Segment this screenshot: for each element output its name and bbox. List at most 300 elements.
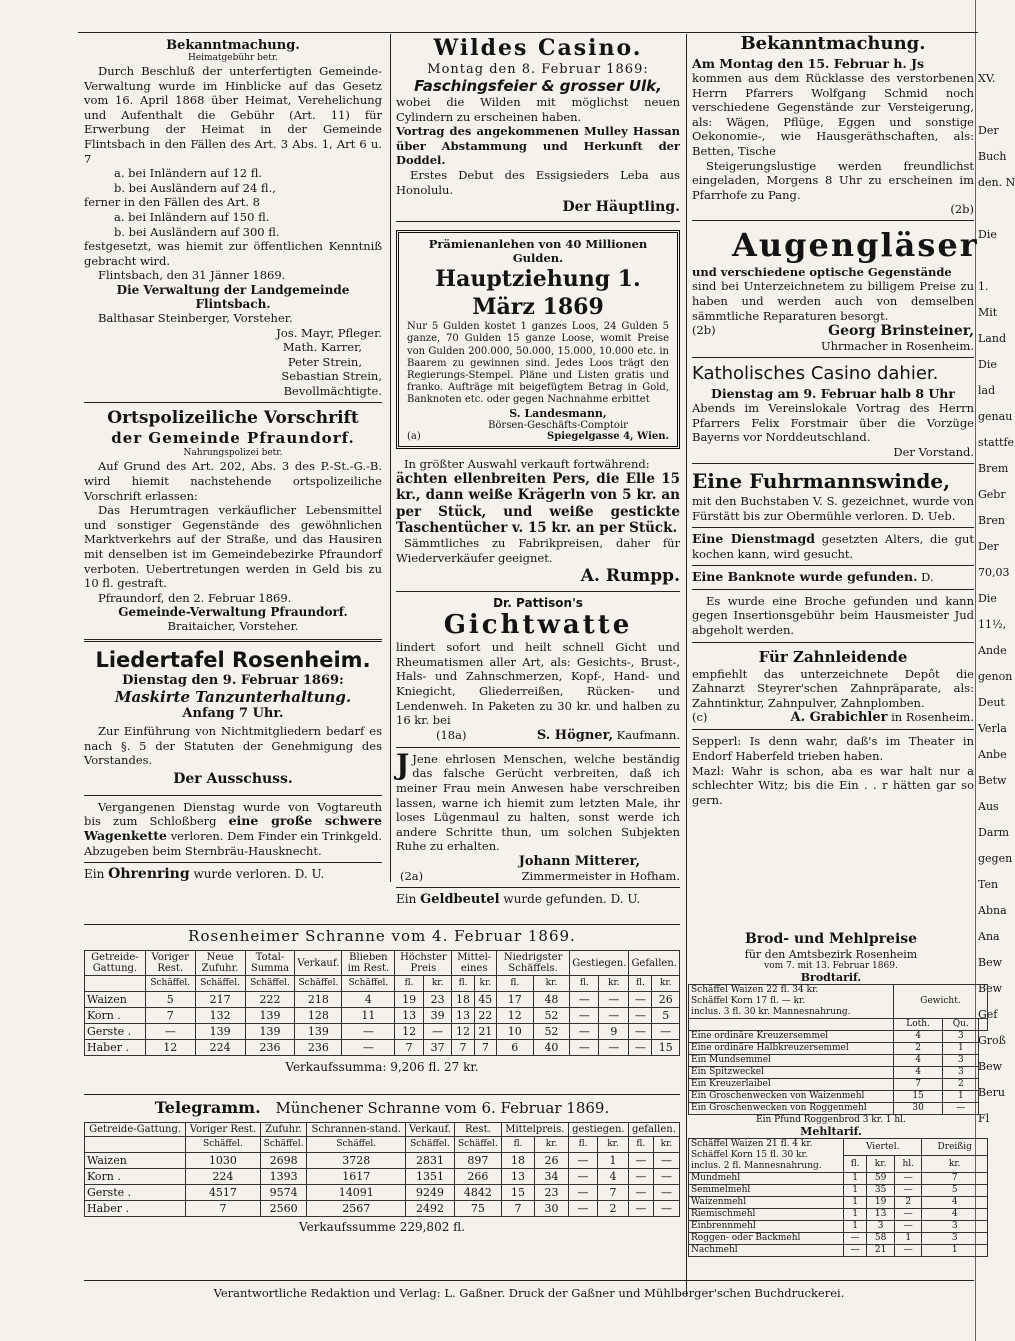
fragment-line: Betw [978,774,1007,787]
row-label: Korn . [85,1169,186,1185]
augenglaeser-sign-row [692,323,974,339]
unit-cell: Schäffel. [295,976,342,992]
fragment-line: Ten [978,878,999,891]
rumpp-text: Sämmtliches zu Fabrikpreisen, daher für Wiederverkäufer geeignet. [396,535,680,565]
viertel-header: Viertel. [844,1139,922,1156]
unit-cell: Schäffel. [195,976,245,992]
unit-cell: kr. [653,1137,679,1153]
dienstmagd-bold: Eine Dienstmagd [692,531,815,547]
bekanntmachung-text: Durch Beschluß der unterfertigten Gemeinde-Verwaltung wurde im Hinblicke auf das Gesetz vom 16. April 1868 über Heimat, Verehelichung und Aufenthalt die Gebühr (Art. 11) für Erwerbung der Heimat in der Gemeinde Flintsbach in den Fällen des Art. 3 Abs. 1, Art 6 u. 7 [84,64,382,166]
katholisches-casino-title: Katholisches Casino dahier. [692,363,939,385]
table-header-row [689,985,988,1019]
table-cell: 30 [894,1103,943,1115]
table-cell: 266 [455,1169,502,1185]
table-cell: 13 [395,1008,424,1024]
table-cell: — [342,1024,395,1040]
table-cell: 217 [195,992,245,1008]
lottery-signature: S. Landesmann, [509,406,607,420]
col-header: Verkauf. [295,951,342,976]
fragment-line: Der [978,124,999,137]
fragment-line: Die [978,228,997,241]
table-cell: 12 [395,1024,424,1040]
table-cell: 5 [145,992,195,1008]
fragment-line: Aus [978,800,999,813]
fragment-line: 1. [978,280,989,293]
fragment-line: Ana [978,930,1000,943]
ohrenring-notice [84,867,382,882]
table-row [85,1008,680,1024]
table-cell: 5 [652,1008,680,1024]
geldbeutel-pre: Ein [396,891,417,906]
fragment-line: Deut [978,696,1005,709]
table-cell: 19 [867,1197,895,1209]
row-label: Roggen- oder Backmehl [689,1233,844,1245]
table-cell: 4 [342,992,395,1008]
bekanntmachung-subtitle: Heimatgebühr betr. [187,53,279,63]
fragment-line: Groß [978,1034,1007,1047]
unit-cell: fl. [628,1137,653,1153]
table-cell: — [894,1209,922,1221]
fragment-line: Brem [978,462,1009,475]
table-section-rule [84,924,680,925]
table-cell: 218 [295,992,342,1008]
table-cell: 1 [598,1153,629,1169]
brot-mehl-preise [688,930,974,1282]
signature-org: Gemeinde-Verwaltung Pfraundorf. [118,605,348,620]
table-cell: 15 [894,1091,943,1103]
brot-subtitle-2: vom 7. mit 13. Februar 1869. [764,961,898,971]
fee-line: ferner in den Fällen des Art. 8 [84,195,260,210]
table-cell: 7 [452,1040,474,1056]
table-cell: 1617 [307,1169,406,1185]
table-cell: 2698 [260,1153,307,1169]
signature-name: Braitaicher, Vorsteher. [167,619,299,634]
mehl-row [689,1173,988,1185]
footer-rule [84,1280,974,1281]
table-cell: 26 [652,992,680,1008]
signature-name: Balthasar Steinberger, Vorsteher. [98,310,293,325]
table-cell: 2 [598,1201,629,1217]
signature-name: Jos. Mayr, Pfleger. [276,325,382,340]
table-cell: 1 [943,1043,979,1055]
rumpp-offer: ächten ellenbreiten Pers, die Elle 15 kr., dann weiße Krägerln von 5 kr. an per Stück, und weiße gestickte Taschentücher v. 15 kr. an per Stück. [396,471,680,536]
ohrenring-post: wurde verloren. D. U. [193,867,325,882]
table-cell: 23 [535,1185,569,1201]
col-header: gestiegen. [568,1123,628,1137]
gewicht-header: Gewicht. [894,985,988,1019]
signature-name: Sebastian Strein, [281,369,382,384]
col-header: Mittelpreis. [501,1123,568,1137]
col-header: Gefallen. [629,951,680,976]
row-label: Haber . [85,1040,146,1056]
fee-line: a. bei Inländern auf 150 fl. [114,209,270,224]
ohrenring-pre: Ein [84,867,105,882]
casino-date: Montag den 8. Februar 1869: [427,62,649,77]
unit-cell: kr. [652,976,680,992]
rumpp-signature: A. Rumpp. [580,566,680,587]
table-cell: — [894,1221,922,1233]
table-cell: — [570,1024,599,1040]
wagenkette-text: Vergangenen Dienstag wurde von Vogtareuth bis zum Schloßberg [84,799,382,829]
table-cell: 9249 [405,1185,454,1201]
table-cell: 13 [452,1008,474,1024]
table-cell: 4 [894,1031,943,1043]
row-label: Gerste . [85,1185,186,1201]
column-2 [396,32,680,907]
table-cell: 4842 [455,1185,502,1201]
rosenheim-schranne [84,926,680,1074]
banknote-bold: Eine Banknote wurde gefunden. [692,569,918,585]
augenglaeser-title: Augengläser [732,226,979,265]
unit-cell: kr. [474,976,496,992]
brot-head-3: inclus. 3 fl. 30 kr. Mannesnahrung. [691,1007,851,1017]
table-cell: — [653,1185,679,1201]
brot-subtitle: für den Amtsbezirk Rosenheim [744,948,918,961]
table-cell: 21 [474,1024,496,1040]
mehltarif-table [688,1138,988,1257]
rosenheim-schranne-summa: Verkaufssumma: 9,206 fl. 27 kr. [285,1060,479,1074]
mehl-row [689,1245,988,1257]
table-cell: 1 [844,1173,867,1185]
katholisches-casino-text: Abends im Vereinslokale Vortrag des Herrn Pfarrers Felix Forstmair über die Vorzüge Bayerns vor Norddeutschland. [692,401,974,445]
brot-pfund: Ein Pfund Roggenbrod 3 kr. 1 hl. [756,1115,906,1125]
col-header: Voriger Rest. [186,1123,260,1137]
col-header: Voriger Rest. [145,951,195,976]
table-cell: 15 [501,1185,534,1201]
lottery-text: Nur 5 Gulden kostet 1 ganzes Loos, 24 Gulden 5 ganze, 70 Gulden 15 ganze Loose, womit Preise von Gulden 200.000, 50.000, 15.000, 10.000 etc. in Baarem zu gewinnen sind. Jedes Loos trägt den Regierungs-Stempel. Pläne und Listen gratis und franko. Aufträge mit beigefügtem Betrag in Gold, Banknoten etc. oder gegen Nachnahme erbittet [407,321,669,406]
lottery-mark: (a) [407,430,421,442]
fragment-line: Fl [978,1112,990,1125]
table-cell: 13 [867,1209,895,1221]
table-cell: 139 [295,1024,342,1040]
bekanntmachung-title: Bekanntmachung. [166,38,300,53]
col-header: gefallen. [628,1123,679,1137]
brot-row [689,1031,988,1043]
table-cell: 2 [894,1197,922,1209]
ortspolizei-title-2: der Gemeinde Pfraundorf. [111,429,355,448]
table-cell: — [599,1040,629,1056]
table-cell: 1 [844,1221,867,1233]
imprint-footer: Verantwortliche Redaktion und Verlag: L. Gaßner. Druck der Gaßner und Mühlberger'schen Buchdruckerei. [213,1286,845,1300]
fee-line: a. bei Inländern auf 12 fl. [114,166,263,181]
brot-title: Brod- und Mehlpreise [744,931,918,947]
table-cell: 12 [145,1040,195,1056]
unit-cell [85,1137,186,1153]
signature-name: Peter Strein, [287,354,362,369]
ortspolizei-title: Ortspolizeiliche Vorschrift [107,408,359,429]
table-cell: — [629,1040,652,1056]
fragment-line: gegen [978,852,1013,865]
rosenheim-schranne-table [84,950,680,1056]
table-cell: — [628,1153,653,1169]
unit-cell: Schäffel. [186,1137,260,1153]
table-cell: 58 [867,1233,895,1245]
broche-notice: Es wurde eine Broche gefunden und kann gegen Insertionsgebühr beim Hausmeister Jud abgeholt werden. [692,593,974,638]
table-cell: 132 [195,1008,245,1024]
col-header: Neue Zufuhr. [195,951,245,976]
casino-text: wobei die Wilden mit möglichst neuen Cylindern zu erscheinen haben. [396,95,680,124]
augenglaeser-mark: (2b) [692,323,716,338]
row-label: Ein Groschenwecken von Roggenmehl [689,1103,894,1115]
fragment-line [978,40,1000,66]
column-3 [692,32,979,892]
fragment-line: Gef [978,1008,998,1021]
table-cell: 14091 [307,1185,406,1201]
dialogue-1: Sepperl: Is denn wahr, daß's im Theater in Endorf Haberfeld trieben haben. [692,734,974,764]
katholisches-casino-signature: Der Vorstand. [893,444,974,459]
fee-line: b. bei Ausländern auf 300 fl. [114,224,280,239]
table-cell: 3 [922,1221,988,1233]
table-cell: — [342,1040,395,1056]
lottery-box [396,230,680,448]
table-cell: 17 [496,992,533,1008]
table-cell: 52 [533,1024,570,1040]
table-cell: — [570,1008,599,1024]
brot-head [689,985,894,1019]
unit-cell: fl. [395,976,424,992]
ortspolizei-subtitle: Nahrungspolizei betr. [183,448,283,459]
fragment-line: Verla [978,722,1007,735]
table-cell: 1 [894,1233,922,1245]
mehl-head-2: Schäffel Korn 15 fl. 30 kr. [691,1150,808,1160]
table-cell: 7 [922,1173,988,1185]
table-cell: — [653,1169,679,1185]
zahn-sign-row [692,710,974,725]
table-cell: — [599,1008,629,1024]
table-cell: 2 [894,1043,943,1055]
table-cell: 1351 [405,1169,454,1185]
table-unit-row [689,1019,988,1031]
fee-line: b. bei Ausländern auf 24 fl., [114,180,276,195]
ortspolizei-text: Auf Grund des Art. 202, Abs. 3 des P.-St.-G.-B. wird hiemit nachstehende ortspolizeiliche Vorschrift erlassen: [84,459,382,503]
table-cell: 23 [423,992,452,1008]
table-header-row [689,1139,988,1156]
table-cell: 26 [535,1153,569,1169]
bekanntmachung-2-text: kommen aus dem Rücklasse des verstorbenen Herrn Pfarrers Wolfgang Schmid noch verschiedene Gegenstände zur Versteigerung, als: Wägen, Pflüge, Eggen und sonstige Oekonomie-, wie Hausgeräthschaften, als: Betten, Tische [692,71,974,158]
unit-cell: fl. [452,976,474,992]
augenglaeser-text: sind bei Unterzeichnetem zu billigem Preise zu haben und werden auch von demselben sämmtliche Reparaturen besorgt. [692,279,974,323]
gicht-signature-2: Kaufmann. [616,727,680,742]
table-cell: — [568,1153,597,1169]
row-label: Ein Groschenwecken von Waizenmehl [689,1091,894,1103]
table-cell: 1 [943,1091,979,1103]
liedertafel-event: Maskirte Tanzunterhaltung. [114,688,352,706]
casino-vortrag: Vortrag des angekommenen Mulley Hassan über Abstammung und Herkunft der Doddel. [396,124,680,168]
table-cell: 12 [452,1024,474,1040]
ohrenring-bold: Ohrenring [108,866,190,883]
table-cell: 2560 [260,1201,307,1217]
fuhrmannswinde-title: Eine Fuhrmannswinde, [692,468,951,493]
table-cell: — [844,1233,867,1245]
brot-row [689,1067,988,1079]
table-cell: — [145,1024,195,1040]
unit-cell: kr. [423,976,452,992]
table-cell: 1 [844,1185,867,1197]
col-header: Gestiegen. [570,951,629,976]
unit-cell: Schäffel. [245,976,295,992]
unit-cell [85,976,146,992]
table-cell: 19 [395,992,424,1008]
table-cell: 7 [501,1201,534,1217]
place-date: Flintsbach, den 31 Jänner 1869. [98,268,286,283]
fragment-line: Darm [978,826,1010,839]
unit-cell: kr. [535,1137,569,1153]
table-row [85,1185,680,1201]
table-cell: 236 [245,1040,295,1056]
table-cell: 139 [245,1024,295,1040]
mehl-head-1: Schäffel Waizen 21 fl. 4 kr. [691,1139,813,1149]
bekanntmachung-2-title: Bekanntmachung. [740,33,926,54]
table-cell: — [629,992,652,1008]
table-cell: — [568,1169,597,1185]
place-date: Pfraundorf, den 2. Februar 1869. [98,590,292,605]
row-label: Ein Kreuzerlaibel [689,1079,894,1091]
fragment-line: Beru [978,1086,1005,1099]
table-cell: 22 [474,1008,496,1024]
row-label: Ein Mundsemmel [689,1055,894,1067]
unit-cell: fl. [629,976,652,992]
table-cell: 3 [943,1067,979,1079]
lottery-footer-row [407,431,669,442]
table-section-rule [84,1094,680,1095]
table-cell: 21 [867,1245,895,1257]
liedertafel-date: Dienstag den 9. Februar 1869: [122,673,344,688]
table-cell: 37 [423,1040,452,1056]
fragment-line [978,92,1000,118]
table-cell: 48 [533,992,570,1008]
fragment-line: Land [978,332,1006,345]
unit: kr. [922,1156,988,1173]
table-cell: 2492 [405,1201,454,1217]
mehltarif-title: Mehltarif. [800,1125,862,1138]
table-header-row [85,951,680,976]
wagenkette-notice [84,800,382,858]
table-cell: 897 [455,1153,502,1169]
table-cell: 1030 [186,1153,260,1169]
unit-cell: fl. [570,976,599,992]
lottery-address: Spiegelgasse 4, Wien. [547,430,669,442]
table-cell: — [628,1201,653,1217]
rumpp-intro: In größter Auswahl verkauft fortwährend: [404,456,650,471]
unit-cell: Schäffel. [342,976,395,992]
table-cell: 236 [295,1040,342,1056]
telegramm-label: Telegramm. [154,1098,261,1117]
unit: Qu. [943,1019,979,1031]
fragment-line: Die [978,358,997,371]
bekanntmachung-2-text-2: Steigerungslustige werden freundlichst eingeladen, Morgens 8 Uhr zu erscheinen im Pfarrhofe zu Pang. [692,158,974,202]
table-cell: 12 [496,1008,533,1024]
table-cell: 34 [535,1169,569,1185]
unit-cell: kr. [599,976,629,992]
column-1 [84,32,382,882]
fragment-line: Die [978,592,997,605]
mitterer-body: Jene ehrlosen Menschen, welche beständig das falsche Gerücht verbreiten, daß ich meiner Frau mein Anwesen habe verschreiben lassen, warne ich hiemit zum letzten Male, ihr loses Lügenmaul zu halten, sonst werde ich andere Schritte thun, um solchen Subjekten Ruhe zu erhalten. [396,751,680,854]
table-cell: 40 [533,1040,570,1056]
casino-event: Faschingsfeier & grosser Ulk, [414,77,662,95]
table-unit-row [85,1137,680,1153]
table-cell: 18 [501,1153,534,1169]
signature-name: Bevollmächtigte. [283,383,382,398]
mehl-row [689,1185,988,1197]
table-cell: 1 [844,1197,867,1209]
lottery-title: Prämienanlehen von 40 Millionen Gulden. [428,237,648,266]
signature-org: Die Verwaltung der Landgemeinde [116,282,350,297]
table-unit-row [85,976,680,992]
row-label: Eine ordinäre Halbkreuzersemmel [689,1043,894,1055]
row-label: Waizenmehl [689,1197,844,1209]
row-label: Waizen [85,992,146,1008]
mitterer-mark: (2a) [400,868,424,883]
unit [979,1019,988,1031]
unit-cell: fl. [501,1137,534,1153]
fragment-line: Ande [978,644,1007,657]
geldbeutel-notice [396,892,680,908]
gicht-text: lindert sofort und heilt schnell Gicht und Rheumatismen aller Art, als: Gesichts-, Brust-, Hals- und Zahnschmerzen, Kopf-, Hand- und Kniegicht, Gliederreißen, Rücken- und Lendenweh. In Paketen zu 30 kr. und halben zu 16 kr. bei [396,640,680,728]
col-header: Mittel- eines [452,951,497,976]
mehl-row [689,1209,988,1221]
unit-cell: Schäffel. [405,1137,454,1153]
unit-cell: fl. [568,1137,597,1153]
table-cell: — [629,1008,652,1024]
table-cell: 39 [423,1008,452,1024]
table-cell: 4 [894,1067,943,1079]
col-header: Total-Summa [245,951,295,976]
mitterer-text [396,747,680,854]
table-cell: — [423,1024,452,1040]
brot-row [689,1091,988,1103]
brot-row [689,1079,988,1091]
table-cell: — [628,1169,653,1185]
dreissig-header: Dreißig [922,1139,988,1156]
casino-signature: Der Häuptling. [562,199,680,216]
gicht-mark: (18a) [436,727,467,742]
gicht-pre: Dr. Pattison's [493,596,583,611]
bekanntmachung-2-mark: (2b) [950,202,974,217]
unit-cell: Schäffel. [455,1137,502,1153]
table-cell: — [629,1024,652,1040]
dienstmagd-text: gesetzten Alters, die gut kochen kann, wird gesucht. [692,532,975,561]
unit-cell: Schäffel. [307,1137,406,1153]
fragment-line: Abna [978,904,1007,917]
fragment-line: Der [978,540,999,553]
liedertafel-text: Zur Einführung von Nichtmitgliedern bedarf es nach §. 5 der Statuten der Genehmigung des Vorstandes. [84,724,382,768]
muenchen-schranne-title: Münchener Schranne vom 6. Februar 1869. [275,1099,610,1117]
fragment-line: Bew [978,1060,1003,1073]
table-cell: 1393 [260,1169,307,1185]
table-cell: 9574 [260,1185,307,1201]
zahn-signature: A. Grabichler [790,710,888,726]
fragment-line: Bew [978,982,1003,995]
fragment-line [978,196,1000,222]
table-row [85,1169,680,1185]
table-cell: — [653,1153,679,1169]
table-row [85,1040,680,1056]
muenchen-schranne [84,1098,680,1234]
col-header: Höchster Preis [395,951,452,976]
table-cell: — [653,1201,679,1217]
table-cell: 6 [496,1040,533,1056]
rosenheim-schranne-title: Rosenheimer Schranne vom 4. Februar 1869. [188,927,576,945]
table-row [85,1153,680,1169]
ortspolizei-text-2: Das Herumtragen verkäuflicher Lebensmittel und sonstiger Gegenstände des gewöhnlichen Marktverkehrs auf der Straße, und das Hausiren mit denselben ist im Gemeindebezirke Pfraundorf verboten. Uebertretungen werden in Geld bis zu 10 fl. gestraft. [84,503,382,591]
unit-cell: kr. [598,1137,629,1153]
table-row [85,1024,680,1040]
row-label: Gerste . [85,1024,146,1040]
table-cell: 2 [943,1079,979,1091]
muenchen-schranne-table [84,1122,680,1217]
zahn-mark: (c) [692,710,708,725]
fragment-line: genau [978,410,1013,423]
